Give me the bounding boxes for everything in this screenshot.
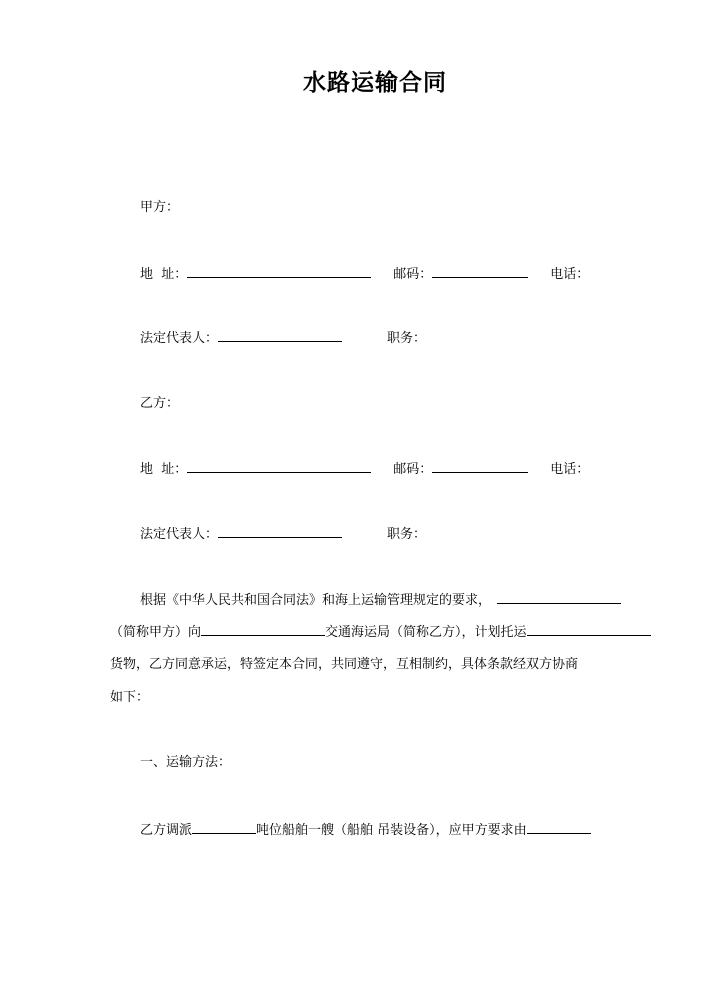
party-a-address-row [140,264,589,284]
party-b-position-label: 职务： [387,527,427,542]
party-a-legal-rep-label: 法定代表人： [140,331,219,346]
intro-text-1: 根据《中华人民共和国合同法》和海上运输管理规定的要求， [140,593,492,608]
party-a-postcode-label: 邮码： [393,267,433,282]
party-a-heading: 甲方： [140,200,180,215]
party-a-postcode-blank[interactable] [432,264,528,278]
party-b-address-blank[interactable] [187,459,371,473]
section-1-line-1 [140,820,591,840]
party-a-position-label: 职务： [387,331,427,346]
intro-line-3: 货物，乙方同意承运，特签定本合同，共同遵守，互相制约，具体条款经双方协商 [110,657,579,672]
party-a-legal-rep-blank[interactable] [218,328,342,342]
party-b-legal-rep-label: 法定代表人： [140,527,219,542]
cargo-blank[interactable] [527,622,651,636]
party-b-heading: 乙方： [140,396,180,411]
intro-line-2 [110,622,651,642]
carrier-blank[interactable] [201,622,325,636]
party-b-legal-rep-row [140,524,426,544]
party-a-legal-rep-row [140,328,426,348]
shipper-blank[interactable] [497,590,621,604]
document-title: 水路运输合同 [303,69,447,96]
section-1-text-1b: 吨位船舶一艘（船舶 吊装设备），应甲方要求由 [256,823,527,838]
intro-line-4: 如下： [110,690,150,705]
intro-text-2b: 交通海运局（简称乙方），计划托运 [325,625,527,640]
party-b-address-label: 地 址： [140,462,188,477]
party-b-address-row [140,459,589,479]
section-1-text-1a: 乙方调派 [140,823,193,838]
party-a-phone-label: 电话： [550,267,590,282]
intro-text-2a: （简称甲方）向 [110,625,202,640]
party-b-postcode-label: 邮码： [393,462,433,477]
party-b-phone-label: 电话： [550,462,590,477]
intro-line-1 [140,590,621,610]
party-a-address-label: 地 址： [140,267,188,282]
tonnage-blank[interactable] [192,820,256,834]
section-1-heading: 一、运输方法： [140,755,232,770]
party-a-address-blank[interactable] [187,264,371,278]
party-b-postcode-blank[interactable] [432,459,528,473]
origin-blank[interactable] [527,820,591,834]
party-b-legal-rep-blank[interactable] [218,524,342,538]
